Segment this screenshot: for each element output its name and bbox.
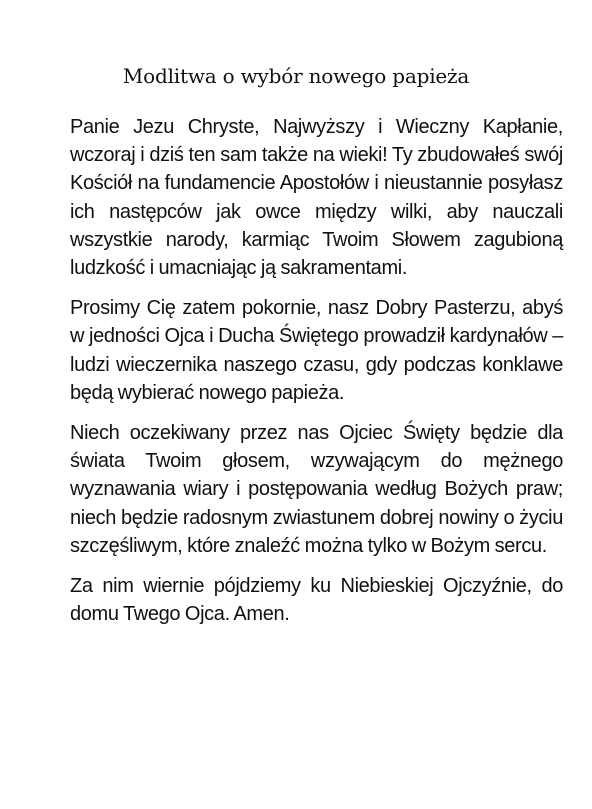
page-title: Modlitwa o wybór nowego papieża [122, 64, 470, 88]
paragraph: Niech oczekiwany przez nas Ojciec Święty będzie dla świata Twoim głosem, wzywającym do mężnego wyznawania wiary i postępowania według Bożych praw; niech będzie radosnym zwiastunem dobrej nowiny o życiu szczęśliwym, które znaleźć można tylko w Bożym sercu. [70, 422, 563, 557]
prayer-body [70, 113, 563, 640]
paragraph: Za nim wiernie pójdziemy ku Niebieskiej Ojczyźnie, do domu Twego Ojca. Amen. [70, 575, 563, 626]
paragraph: Panie Jezu Chryste, Najwyższy i Wieczny Kapłanie, wczoraj i dziś ten sam także na wieki! Ty zbudowałeś swój Kościół na fundamencie Apostołów i nieustannie posyłasz ich następców jak owce między wilki, aby nauczali wszystkie narody, karmiąc Twoim Słowem zagubioną ludzkość i umacniając ją sakramentami. [70, 116, 563, 280]
paragraph: Prosimy Cię zatem pokornie, nasz Dobry Pasterzu, abyś w jedności Ojca i Ducha Świętego prowadził kardynałów – ludzi wieczernika naszego czasu, gdy podczas konklawe będą wybierać nowego papieża. [70, 297, 563, 404]
